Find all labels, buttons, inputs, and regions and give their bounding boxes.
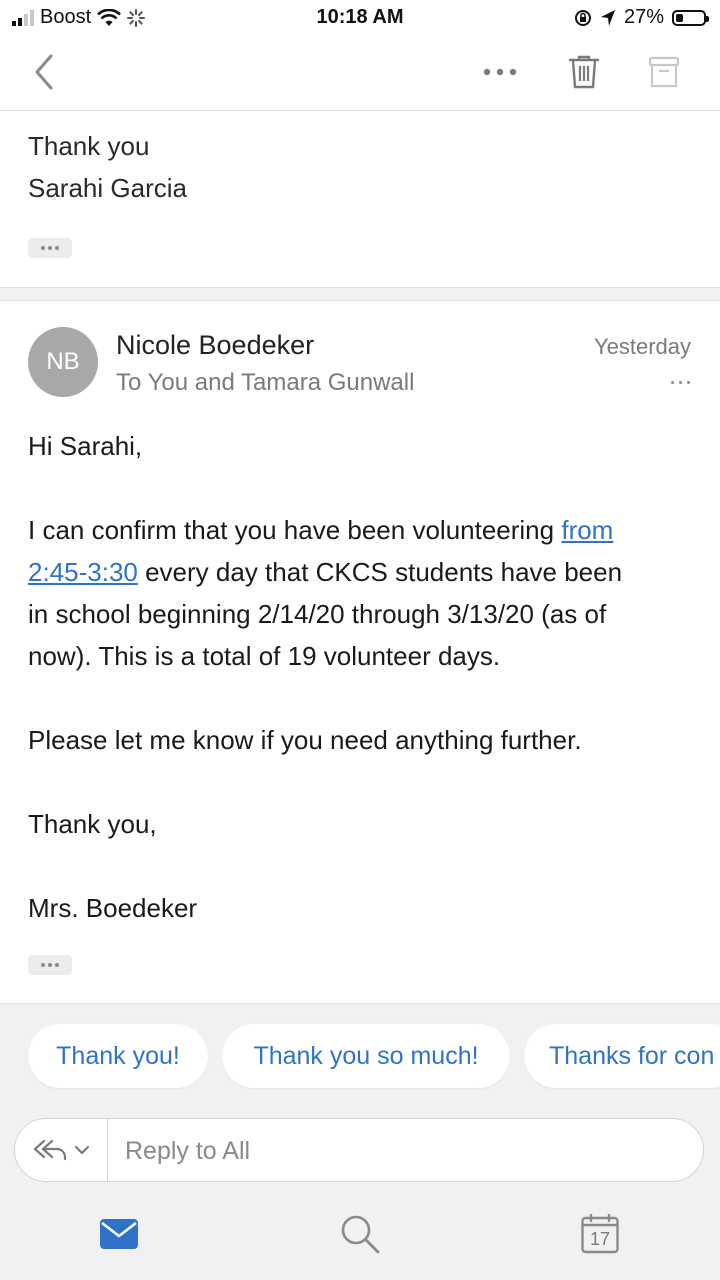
location-arrow-icon xyxy=(600,9,616,27)
previous-message-line: Sarahi Garcia xyxy=(28,173,187,203)
previous-message xyxy=(0,111,720,287)
message-toolbar xyxy=(0,36,720,111)
signature: Mrs. Boedeker xyxy=(28,893,198,923)
search-icon xyxy=(339,1213,381,1255)
chevron-down-icon xyxy=(74,1145,90,1155)
tab-calendar[interactable] xyxy=(570,1204,630,1264)
archive-button[interactable] xyxy=(638,46,690,98)
battery-icon xyxy=(672,10,706,26)
tab-search[interactable] xyxy=(330,1204,390,1264)
message-date: Yesterday xyxy=(593,334,691,359)
message-separator xyxy=(0,287,720,301)
tab-mail[interactable] xyxy=(89,1204,149,1264)
status-time: 10:18 AM xyxy=(316,6,404,28)
body-paragraph: I can confirm that you have been volunteering from 2:45-3:30 every day that CKCS students have been in school beginning 2/14/20 through 3/13/20 (as of now). This is a total of 19 volunteer days. xyxy=(28,515,623,671)
time-link[interactable]: from xyxy=(561,515,614,545)
reply-input[interactable] xyxy=(123,1119,683,1183)
status-bar xyxy=(0,0,720,36)
mail-icon xyxy=(99,1218,139,1250)
reply-box xyxy=(14,1118,704,1182)
reply-all-icon xyxy=(32,1139,68,1161)
time-link[interactable]: 2:45-3:30 xyxy=(28,557,138,587)
closing: Thank you, xyxy=(28,809,157,839)
sender-name[interactable]: Nicole Boedeker xyxy=(116,330,315,360)
reply-area xyxy=(0,1108,720,1280)
message-body xyxy=(28,425,688,929)
delete-button[interactable] xyxy=(558,46,610,98)
rotation-lock-icon xyxy=(574,9,592,27)
previous-message-line: Thank you xyxy=(28,131,150,161)
show-quoted-text-button[interactable] xyxy=(28,955,72,975)
trash-icon xyxy=(568,54,600,90)
battery-percent: 27% xyxy=(623,6,664,28)
body-paragraph: Please let me know if you need anything further. xyxy=(28,725,582,755)
quick-reply-chip[interactable]: Thank you! xyxy=(28,1024,208,1088)
calendar-icon xyxy=(581,1214,619,1254)
quick-reply-chip[interactable]: Thanks for con xyxy=(524,1024,720,1088)
calendar-day: 17 xyxy=(589,1229,611,1249)
carrier-name: Boost xyxy=(40,6,92,28)
ellipsis-icon xyxy=(483,68,517,76)
greeting: Hi Sarahi, xyxy=(28,431,143,461)
more-options-button[interactable] xyxy=(474,46,526,98)
chevron-left-icon xyxy=(33,53,55,91)
show-quoted-text-button[interactable] xyxy=(28,238,72,258)
archive-icon xyxy=(648,55,680,89)
quick-replies xyxy=(0,1003,720,1109)
ellipsis-icon xyxy=(671,381,674,384)
recipients[interactable]: To You and Tamara Gunwall xyxy=(116,369,415,396)
quick-reply-chip[interactable]: Thank you so much! xyxy=(222,1024,510,1088)
reply-type-selector[interactable] xyxy=(15,1119,108,1181)
message-more-button[interactable] xyxy=(660,372,690,392)
avatar[interactable]: NB xyxy=(28,327,98,397)
back-button[interactable] xyxy=(18,46,70,98)
